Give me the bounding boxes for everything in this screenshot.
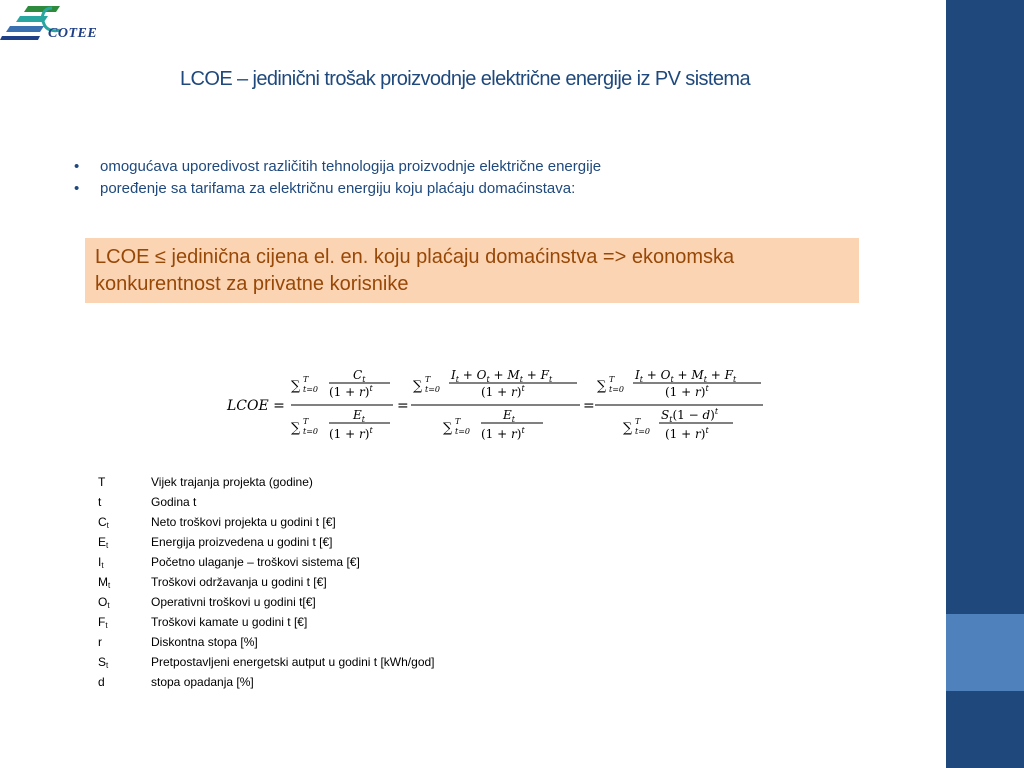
svg-text:(1 + r)t: $(1 + r)^t$ [665, 384, 709, 399]
definition-symbol: $C_t$ [98, 515, 109, 530]
definition-text: Vijek trajanja projekta (godine) [151, 475, 313, 489]
bullet-item: • poređenje sa tarifama za električnu energiju koju plaćaju domaćinstava: [74, 178, 601, 200]
definition-symbol: $I_t$ [98, 555, 104, 570]
svg-text:t=0: t=0 [609, 385, 625, 394]
definition-text: Diskontna stopa [%] [151, 635, 258, 649]
svg-text:∑: ∑ [623, 421, 633, 436]
svg-text:St(1 − d)t: $S_t(1 - d)^t$ [661, 407, 719, 424]
definition-text: Troškovi kamate u godini t [€] [151, 615, 308, 629]
definition-text: Neto troškovi projekta u godini t [€] [151, 515, 336, 529]
bullet-item: • omogućava uporedivost različitih tehnologija proizvodnje električne energije [74, 156, 601, 178]
lcoe-highlight-box [85, 238, 859, 303]
svg-text:t=0: t=0 [455, 427, 471, 436]
svg-text:(1 + r)t: $(1 + r)^t$ [481, 426, 525, 441]
definition-text: Pretpostavljeni energetski autput u godini t [kWh/god] [151, 655, 435, 669]
formula-term-3 [595, 368, 763, 441]
svg-text:(1 + r)t: $(1 + r)^t$ [665, 426, 709, 441]
definition-symbol: $E_t$ [98, 535, 109, 550]
definition-row [98, 674, 435, 694]
definition-symbol: $O_t$ [98, 595, 110, 610]
svg-text:(1 + r)t: $(1 + r)^t$ [329, 384, 373, 399]
lcoe-formula [225, 358, 765, 448]
definition-row [98, 634, 435, 654]
formula-term-2 [411, 368, 595, 441]
svg-text:∑: ∑ [597, 379, 607, 394]
svg-text:T: T [455, 417, 461, 426]
svg-text:(1 + r)t: $(1 + r)^t$ [329, 426, 373, 441]
definition-symbol: $M_t$ [98, 575, 111, 590]
svg-text:t=0: t=0 [635, 427, 651, 436]
definition-text: Troškovi održavanja u godini t [€] [151, 575, 327, 589]
definition-row [98, 534, 435, 554]
definition-row [98, 594, 435, 614]
bullet-list [74, 156, 601, 200]
svg-text:T: T [303, 417, 309, 426]
formula-term-1 [291, 368, 409, 441]
svg-text:It + Ot + Mt + Ft: $I_t + O_t + M_t + F_t$ [635, 368, 737, 384]
page-title: LCOE – jedinični trošak proizvodnje električne energije iz PV sistema [180, 68, 750, 90]
symbol-definitions [98, 474, 435, 694]
svg-text:t=0: t=0 [425, 385, 441, 394]
svg-text:Et: $E_t$ [503, 408, 515, 424]
definition-row [98, 574, 435, 594]
svg-text:=: = [397, 398, 409, 414]
svg-text:t=0: t=0 [303, 427, 319, 436]
definition-symbol: r [98, 635, 102, 649]
definition-symbol: t [98, 495, 102, 509]
svg-text:(1 + r)t: $(1 + r)^t$ [481, 384, 525, 399]
definition-symbol: T [98, 475, 106, 489]
svg-text:t=0: t=0 [303, 385, 319, 394]
svg-text:T: T [635, 417, 641, 426]
svg-text:T: T [425, 375, 431, 384]
svg-text:Et: $E_t$ [353, 408, 365, 424]
definition-symbol: $F_t$ [98, 615, 108, 630]
svg-text:∑: ∑ [443, 421, 453, 436]
definition-symbol: d [98, 675, 105, 689]
definition-row [98, 554, 435, 574]
svg-text:∑: ∑ [291, 379, 301, 394]
highlight-line-1: LCOE ≤ jedinična cijena el. en. koju plaćaju domaćinstva => ekonomska [95, 246, 735, 268]
definition-row [98, 614, 435, 634]
highlight-line-2: konkurentnost za privatne korisnike [95, 273, 409, 295]
definition-text: Operativni troškovi u godini t[€] [151, 595, 316, 609]
right-sidebar-accent [946, 614, 1024, 691]
svg-text:T: T [609, 375, 615, 384]
definition-row [98, 474, 435, 494]
definition-row [98, 494, 435, 514]
definition-row [98, 654, 435, 674]
definition-text: stopa opadanja [%] [151, 675, 254, 689]
svg-text:T: T [303, 375, 309, 384]
logo-text: COTEE [48, 26, 98, 41]
definition-text: Početno ulaganje – troškovi sistema [€] [151, 555, 360, 569]
svg-text:∑: ∑ [413, 379, 423, 394]
definition-text: Energija proizvedena u godini t [€] [151, 535, 333, 549]
cotee-logo [0, 2, 120, 46]
definition-symbol: $S_t$ [98, 655, 109, 670]
svg-text:∑: ∑ [291, 421, 301, 436]
svg-text:=: = [583, 398, 595, 414]
svg-text:Ct: $C_t$ [353, 368, 366, 384]
definition-row [98, 514, 435, 534]
svg-text:It + Ot + Mt + Ft: $I_t + O_t + M_t + F_t$ [451, 368, 553, 384]
definition-text: Godina t [151, 495, 197, 509]
formula-lhs: LCOE = [227, 398, 285, 414]
